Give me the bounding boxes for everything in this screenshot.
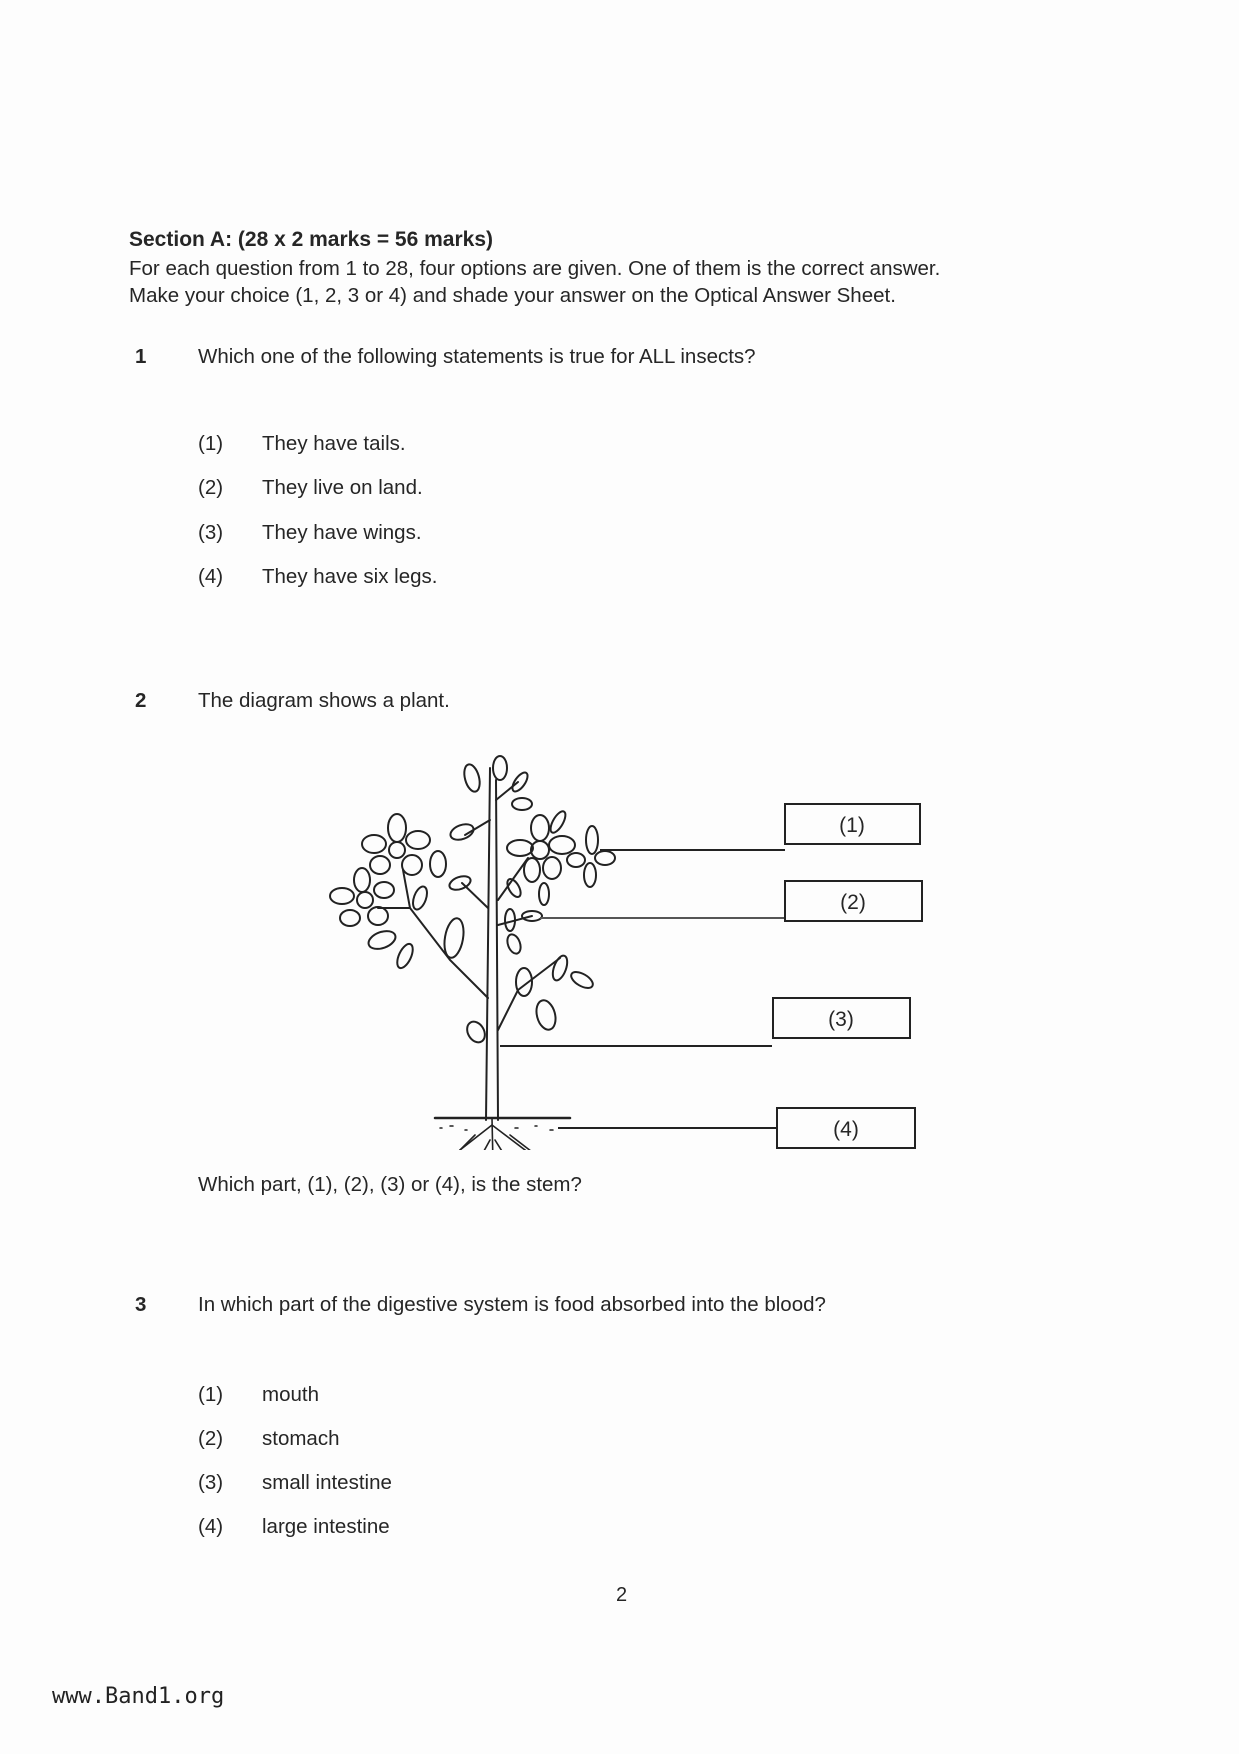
question-number: 1 [135, 345, 147, 368]
flower [330, 868, 394, 926]
roots [432, 1118, 558, 1150]
section-heading: Section A: (28 x 2 marks = 56 marks) [129, 228, 493, 251]
option-text: large intestine [262, 1515, 390, 1538]
option-text: small intestine [262, 1471, 392, 1494]
footer-watermark[interactable]: www.Band1.org [52, 1684, 225, 1709]
option-label: (3) [198, 521, 224, 544]
flower [362, 814, 430, 875]
option-label: (2) [198, 1427, 224, 1450]
option-text: They live on land. [262, 476, 423, 499]
instruction-line-1: For each question from 1 to 28, four options are given. One of them is the correct answer. [129, 257, 941, 280]
option-label: (4) [198, 565, 224, 588]
question-text: In which part of the digestive system is food absorbed into the blood? [198, 1293, 826, 1316]
instruction-line-2: Make your choice (1, 2, 3 or 4) and shade your answer on the Optical Answer Sheet. [129, 284, 896, 307]
flower [567, 826, 615, 887]
option-label: (3) [198, 1471, 224, 1494]
question-number: 3 [135, 1293, 147, 1316]
option-label: (4) [198, 1515, 224, 1538]
option-label: (2) [198, 476, 224, 499]
question-text: Which one of the following statements is true for ALL insects? [198, 345, 756, 368]
plant-illustration [330, 756, 615, 1150]
question-prompt: Which part, (1), (2), (3) or (4), is the stem? [198, 1173, 582, 1196]
option-text: stomach [262, 1427, 340, 1450]
option-text: mouth [262, 1383, 319, 1406]
question-text: The diagram shows a plant. [198, 689, 450, 712]
label-box-3-text: (3) [828, 1008, 854, 1031]
option-text: They have wings. [262, 521, 422, 544]
page-number: 2 [616, 1584, 628, 1606]
label-box-2-text: (2) [840, 891, 866, 914]
option-text: They have six legs. [262, 565, 438, 588]
option-label: (1) [198, 432, 224, 455]
option-label: (1) [198, 1383, 224, 1406]
plant-diagram [300, 740, 940, 1150]
option-text: They have tails. [262, 432, 406, 455]
label-box-4-text: (4) [833, 1118, 859, 1141]
label-box-1-text: (1) [839, 814, 865, 837]
question-number: 2 [135, 689, 147, 712]
